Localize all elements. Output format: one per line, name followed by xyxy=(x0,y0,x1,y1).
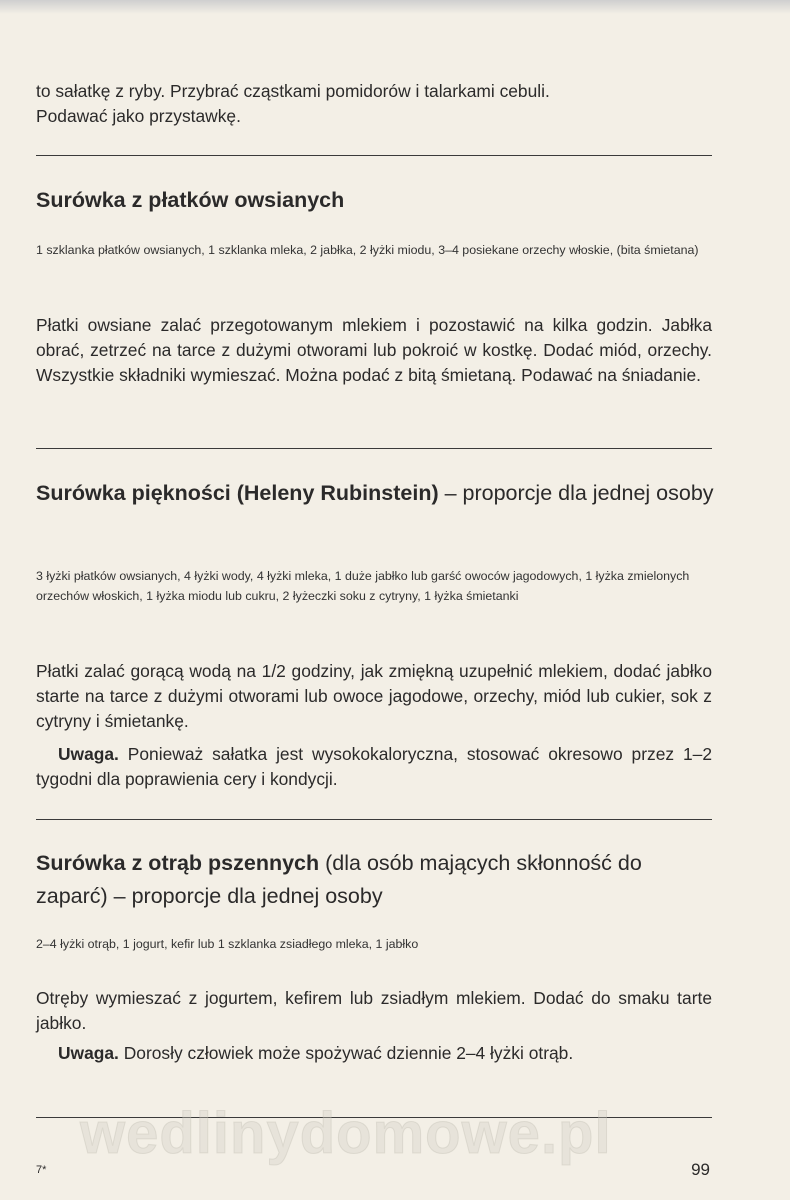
recipe-title-rest: – proporcje dla jednej osoby xyxy=(438,481,714,505)
recipe-note xyxy=(36,1041,712,1066)
recipe-title-oat-flakes xyxy=(36,184,716,217)
recipe-ingredients: 2–4 łyżki otrąb, 1 jogurt, kefir lub 1 szklanka zsiadłego mleka, 1 jabłko xyxy=(36,937,419,951)
recipe-note xyxy=(36,742,712,792)
divider-rule xyxy=(36,819,712,820)
recipe-method: Płatki owsiane zalać przegotowanym mlekiem i pozostawić na kilka godzin. Jabłka obrać, zetrzeć na tarce z dużymi otworami lub pokroić w kostkę. Dodać miód, orzechy. Wszystkie składniki wymieszać. Można podać z bitą śmietaną. Podawać na śniadanie. xyxy=(36,315,712,385)
page-top-shadow xyxy=(0,0,790,14)
note-text: Ponieważ sałatka jest wysokokaloryczna, stosować okresowo przez 1–2 tygodni dla poprawienia cery i kondycji. xyxy=(36,744,712,789)
signature-mark: 7* xyxy=(36,1164,47,1176)
recipe-method: Otręby wymieszać z jogurtem, kefirem lub zsiadłym mlekiem. Dodać do smaku tarte jabłko. xyxy=(36,988,712,1033)
recipe-title-beauty-salad xyxy=(36,477,716,510)
watermark: wedlinydomowe.pl xyxy=(80,1101,612,1166)
recipe-method: Płatki zalać gorącą wodą na 1/2 godziny, jak zmiękną uzupełnić mlekiem, dodać jabłko starte na tarce z dużymi otworami lub owoce jagodowe, orzechy, miód lub cukier, sok z cytryny i śmietankę. xyxy=(36,661,712,731)
intro-text xyxy=(36,79,712,129)
recipe-title-bold: Surówka z płatków owsianych xyxy=(36,188,345,212)
intro-line-1: to sałatkę z ryby. Przybrać cząstkami pomidorów i talarkami cebuli. xyxy=(36,81,550,101)
recipe-title-bold: Surówka piękności (Heleny Rubinstein) xyxy=(36,481,439,505)
recipe-ingredients: 1 szklanka płatków owsianych, 1 szklanka mleka, 2 jabłka, 2 łyżki miodu, 3–4 posiekane orzechy włoskie, (bita śmietana) xyxy=(36,243,699,257)
note-label: Uwaga. xyxy=(58,1043,119,1063)
recipe-title-bold: Surówka z otrąb pszennych xyxy=(36,851,320,875)
recipe-title-rest: (dla osób mających skłonność do zaparć) – proporcje dla jednej osoby xyxy=(36,851,642,908)
divider-rule xyxy=(36,448,712,449)
note-label: Uwaga. xyxy=(58,744,119,764)
page-number: 99 xyxy=(691,1160,710,1179)
note-text: Dorosły człowiek może spożywać dziennie 2–4 łyżki otrąb. xyxy=(118,1043,574,1063)
recipe-title-wheat-bran xyxy=(36,847,716,913)
divider-rule xyxy=(36,155,712,156)
intro-line-2: Podawać jako przystawkę. xyxy=(36,106,241,126)
recipe-ingredients: 3 łyżki płatków owsianych, 4 łyżki wody, 4 łyżki mleka, 1 duże jabłko lub garść owoców jagodowych, 1 łyżka zmielonych orzechów włoskich, 1 łyżka miodu lub cukru, 2 łyżeczki soku z cytryny, 1 łyżka śmietanki xyxy=(36,569,690,603)
